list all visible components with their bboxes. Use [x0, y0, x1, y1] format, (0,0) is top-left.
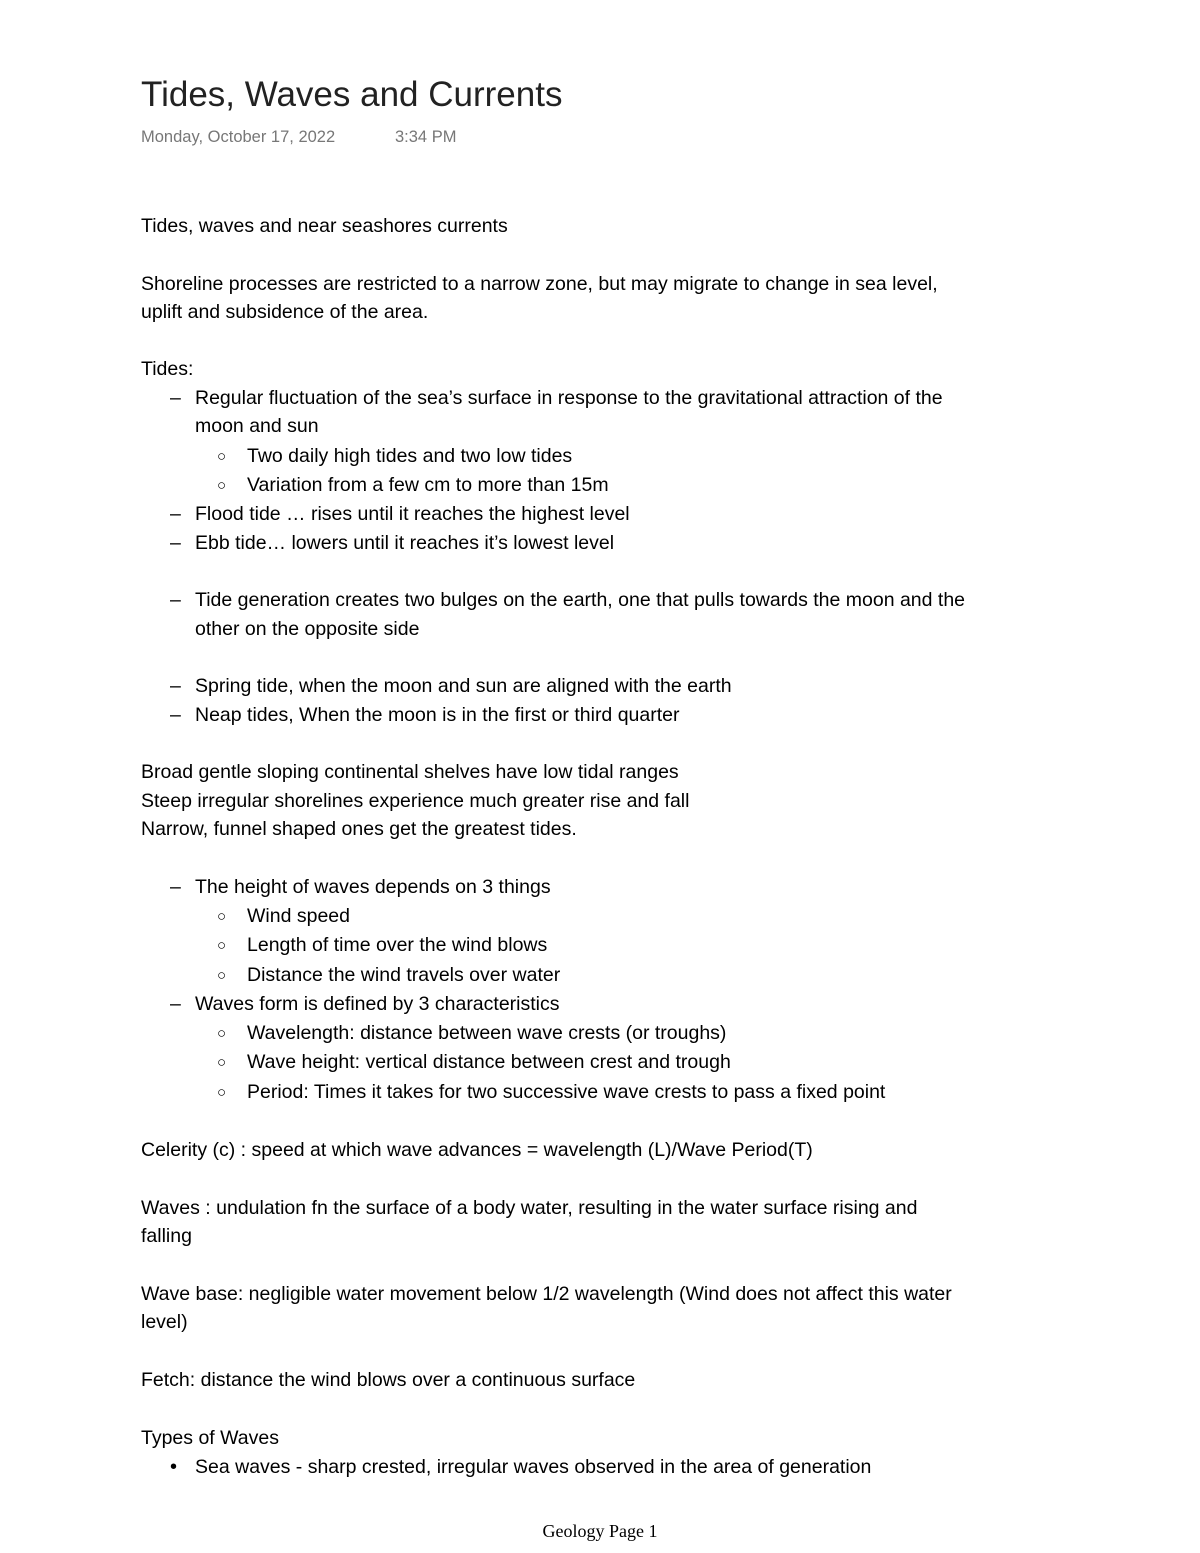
- dash-marker: –: [170, 675, 181, 697]
- tides-variation-item: Variation from a few cm to more than 15m: [247, 474, 609, 496]
- tides-daily-item: Two daily high tides and two low tides: [247, 445, 573, 467]
- spring-tide-item: Spring tide, when the moon and sun are aligned with the earth: [195, 675, 732, 697]
- flood-tide-item: Flood tide … rises until it reaches the highest level: [195, 503, 630, 525]
- wave-base-line-1: Wave base: negligible water movement below 1/2 wavelength (Wind does not affect this water: [141, 1283, 952, 1305]
- waves-form-intro: Waves form is defined by 3 characteristics: [195, 993, 560, 1015]
- sea-waves-item: Sea waves - sharp crested, irregular waves observed in the area of generation: [195, 1456, 872, 1478]
- waves-definition-line-2: falling: [141, 1225, 192, 1247]
- tide-generation-line-2: other on the opposite side: [195, 618, 420, 640]
- types-label: Types of Waves: [141, 1427, 279, 1449]
- waves-definition-line-1: Waves : undulation fn the surface of a body water, resulting in the water surface rising and: [141, 1197, 918, 1219]
- period-item: Period: Times it takes for two successive wave crests to pass a fixed point: [247, 1081, 886, 1103]
- tides-regular-line-2: moon and sun: [195, 415, 319, 437]
- bullet-icon: •: [170, 1456, 178, 1478]
- dash-marker: –: [170, 589, 181, 611]
- circle-bullet-icon: ○: [217, 937, 227, 954]
- dash-marker: –: [170, 387, 181, 409]
- circle-bullet-icon: ○: [217, 967, 227, 984]
- tide-generation-line-1: Tide generation creates two bulges on the earth, one that pulls towards the moon and the: [195, 589, 966, 611]
- dash-marker: –: [170, 993, 181, 1015]
- page-meta: [141, 126, 457, 148]
- shoreline-line-1: Shoreline processes are restricted to a narrow zone, but may migrate to change in sea level,: [141, 273, 938, 295]
- heading-line: Tides, waves and near seashores currents: [141, 215, 508, 237]
- dash-marker: –: [170, 704, 181, 726]
- dash-marker: –: [170, 503, 181, 525]
- wave-base-line-2: level): [141, 1311, 188, 1333]
- circle-bullet-icon: ○: [217, 908, 227, 925]
- circle-bullet-icon: ○: [217, 1084, 227, 1101]
- page-date: Monday, October 17, 2022: [141, 128, 336, 146]
- wind-speed-item: Wind speed: [247, 905, 350, 927]
- page-time: 3:34 PM: [395, 128, 457, 146]
- circle-bullet-icon: ○: [217, 477, 227, 494]
- celerity-line: Celerity (c) : speed at which wave advances = wavelength (L)/Wave Period(T): [141, 1139, 813, 1161]
- wave-height-item: Wave height: vertical distance between crest and trough: [247, 1051, 731, 1073]
- broad-shelves-line: Broad gentle sloping continental shelves have low tidal ranges: [141, 761, 679, 783]
- distance-wind-item: Distance the wind travels over water: [247, 964, 561, 986]
- page-footer: Geology Page 1: [542, 1521, 658, 1541]
- circle-bullet-icon: ○: [217, 1054, 227, 1071]
- wave-height-intro: The height of waves depends on 3 things: [195, 876, 551, 898]
- circle-bullet-icon: ○: [217, 1025, 227, 1042]
- circle-bullet-icon: ○: [217, 448, 227, 465]
- shoreline-line-2: uplift and subsidence of the area.: [141, 301, 429, 323]
- tides-regular-line-1: Regular fluctuation of the sea’s surface in response to the gravitational attraction of the: [195, 387, 943, 409]
- neap-tide-item: Neap tides, When the moon is in the first or third quarter: [195, 704, 680, 726]
- dash-marker: –: [170, 532, 181, 554]
- tides-label: Tides:: [141, 358, 194, 380]
- ebb-tide-item: Ebb tide… lowers until it reaches it’s lowest level: [195, 532, 615, 554]
- steep-shorelines-line: Steep irregular shorelines experience much greater rise and fall: [141, 790, 690, 812]
- dash-marker: –: [170, 876, 181, 898]
- narrow-funnel-line: Narrow, funnel shaped ones get the greatest tides.: [141, 818, 577, 840]
- fetch-line: Fetch: distance the wind blows over a continuous surface: [141, 1369, 636, 1391]
- length-time-item: Length of time over the wind blows: [247, 934, 548, 956]
- page-title: Tides, Waves and Currents: [141, 75, 563, 114]
- wavelength-item: Wavelength: distance between wave crests (or troughs): [247, 1022, 727, 1044]
